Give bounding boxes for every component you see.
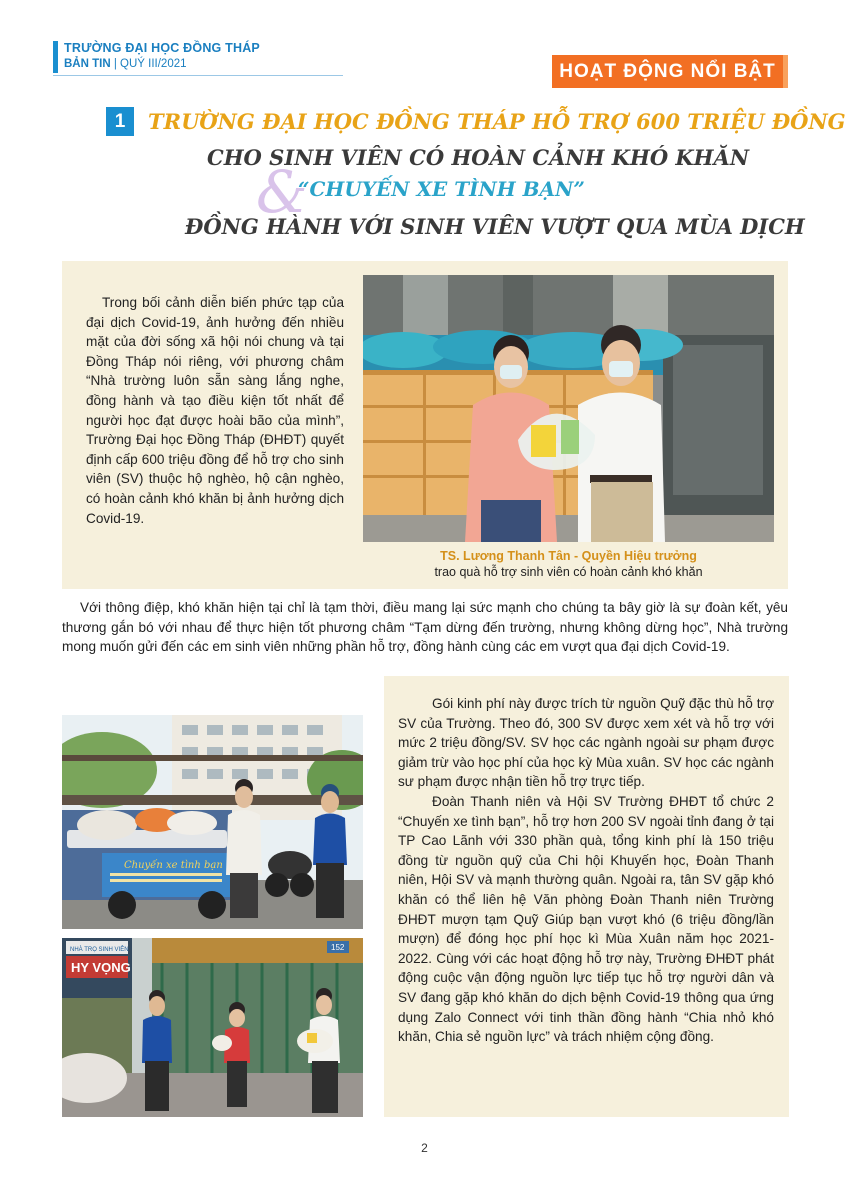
header-accent-bar [53, 41, 58, 73]
mid-paragraph: Với thông điệp, khó khăn hiện tại chỉ là tạm thời, điều mang lại sức mạnh cho chúng ta bây giờ là sự đoàn kết, yêu thương gắn bó với nhau để thực hiện tốt phương châm “Tạm dừng đến trường, nhưng không dừng học”, Nhà trường mong muốn gửi đến các em sinh viên những phần hỗ trợ, đồng hành cùng các em vượt qua đại dịch Covid-19. [62, 600, 788, 655]
title-line-2: CHO SINH VIÊN CÓ HOÀN CẢNH KHÓ KHĂN [207, 145, 750, 170]
photo-boarding-house [62, 938, 363, 1117]
details-paragraph-1: Gói kinh phí này được trích từ nguồn Quỹ đặc thù hỗ trợ SV của Trường. Theo đó, 300 SV được xem xét và hỗ trợ với mức 2 triệu đồng/SV. SV học các ngành ngoài sư phạm được giảm trừ vào học phí của học kỳ Mùa xuân. SV học các ngành sư phạm được nhận tiền hỗ trợ trực tiếp. [398, 696, 774, 790]
shop-sign-big: HY VỌNG [71, 960, 131, 975]
page-number: 2 [421, 1141, 428, 1155]
truck-banner: Chuyến xe tình bạn [124, 860, 223, 871]
title-line-3: “CHUYẾN XE TÌNH BẠN” [298, 177, 585, 201]
title-ampersand: & [256, 158, 308, 226]
title-line-4: ĐỒNG HÀNH VỚI SINH VIÊN VƯỢT QUA MÙA DỊCH [185, 214, 805, 239]
details-text [398, 694, 774, 1047]
caption-name: TS. Lương Thanh Tân - Quyền Hiệu trưởng [440, 549, 697, 563]
photo-friendship-truck [62, 715, 363, 929]
title-line-1: TRƯỜNG ĐẠI HỌC ĐỒNG THÁP HỖ TRỢ 600 TRIỆU ĐỒNG [148, 109, 846, 134]
header-divider [53, 75, 343, 76]
issue-line [64, 58, 187, 70]
caption-desc: trao quà hỗ trợ sinh viên có hoàn cảnh khó khăn [434, 565, 703, 579]
school-name: TRƯỜNG ĐẠI HỌC ĐỒNG THÁP [64, 41, 260, 55]
article-number: 1 [106, 107, 134, 136]
bulletin-label: BẢN TIN [64, 58, 111, 70]
photo-gift-handover [363, 275, 774, 542]
shop-sign-small: NHÀ TRỌ SINH VIÊN [70, 947, 129, 953]
issue-separator: | [110, 58, 121, 70]
section-tag: HOẠT ĐỘNG NỔI BẬT [552, 55, 788, 88]
details-paragraph-2: Đoàn Thanh niên và Hội SV Trường ĐHĐT tổ chức 2 “Chuyến xe tình bạn”, hỗ trợ hơn 200 SV ngoài tỉnh đang ở tại TP Cao Lãnh với 330 phần quà, tổng kinh phí là 150 triệu đồng từ nguồn quỹ của Chi hội Khuyến học, Đoàn Thanh niên, Hội SV và mạnh thường quân. Ngoài ra, tân SV gặp khó khăn có thể liên hệ Văn phòng Đoàn Thanh niên Trường ĐHĐT mượn tạm Quỹ Giúp bạn vượt khó (6 triệu đồng/lần mượn) để đóng học phí học kì Mùa Xuân năm học 2021-2022. Cùng với các hoạt động hỗ trợ này, Trường ĐHĐT phát động cuộc vận động nguồn lực tiếp tục hỗ trợ người dân và SV đang gặp khó khăn do dịch bệnh Covid-19 thông qua ứng dụng Zalo Connect với tinh thần đồng hành “Chia nhỏ khó khăn, Chia sẻ nguồn lực” và trách nhiệm cộng đồng. [398, 793, 774, 1045]
photo-caption [363, 548, 774, 580]
house-number: 152 [331, 943, 345, 952]
intro-paragraph: Trong bối cảnh diễn biến phức tạp của đại dịch Covid-19, ảnh hưởng đến nhiều mặt của đời sống xã hội nói chung và tại Đồng Tháp nói riêng, với phương châm “Nhà trường luôn sẵn sàng lắng nghe, đồng hành và tạo điều kiện tốt nhất để người học đạt được hoài bão của mình”, Trường Đại học Đồng Tháp (ĐHĐT) quyết định cấp 600 triệu đồng để hỗ trợ cho sinh viên (SV) thuộc hộ nghèo, hộ cận nghèo, có hoàn cảnh khó khăn bị ảnh hưởng dịch Covid-19. [86, 295, 344, 526]
issue-label: QUÝ III/2021 [120, 58, 187, 70]
